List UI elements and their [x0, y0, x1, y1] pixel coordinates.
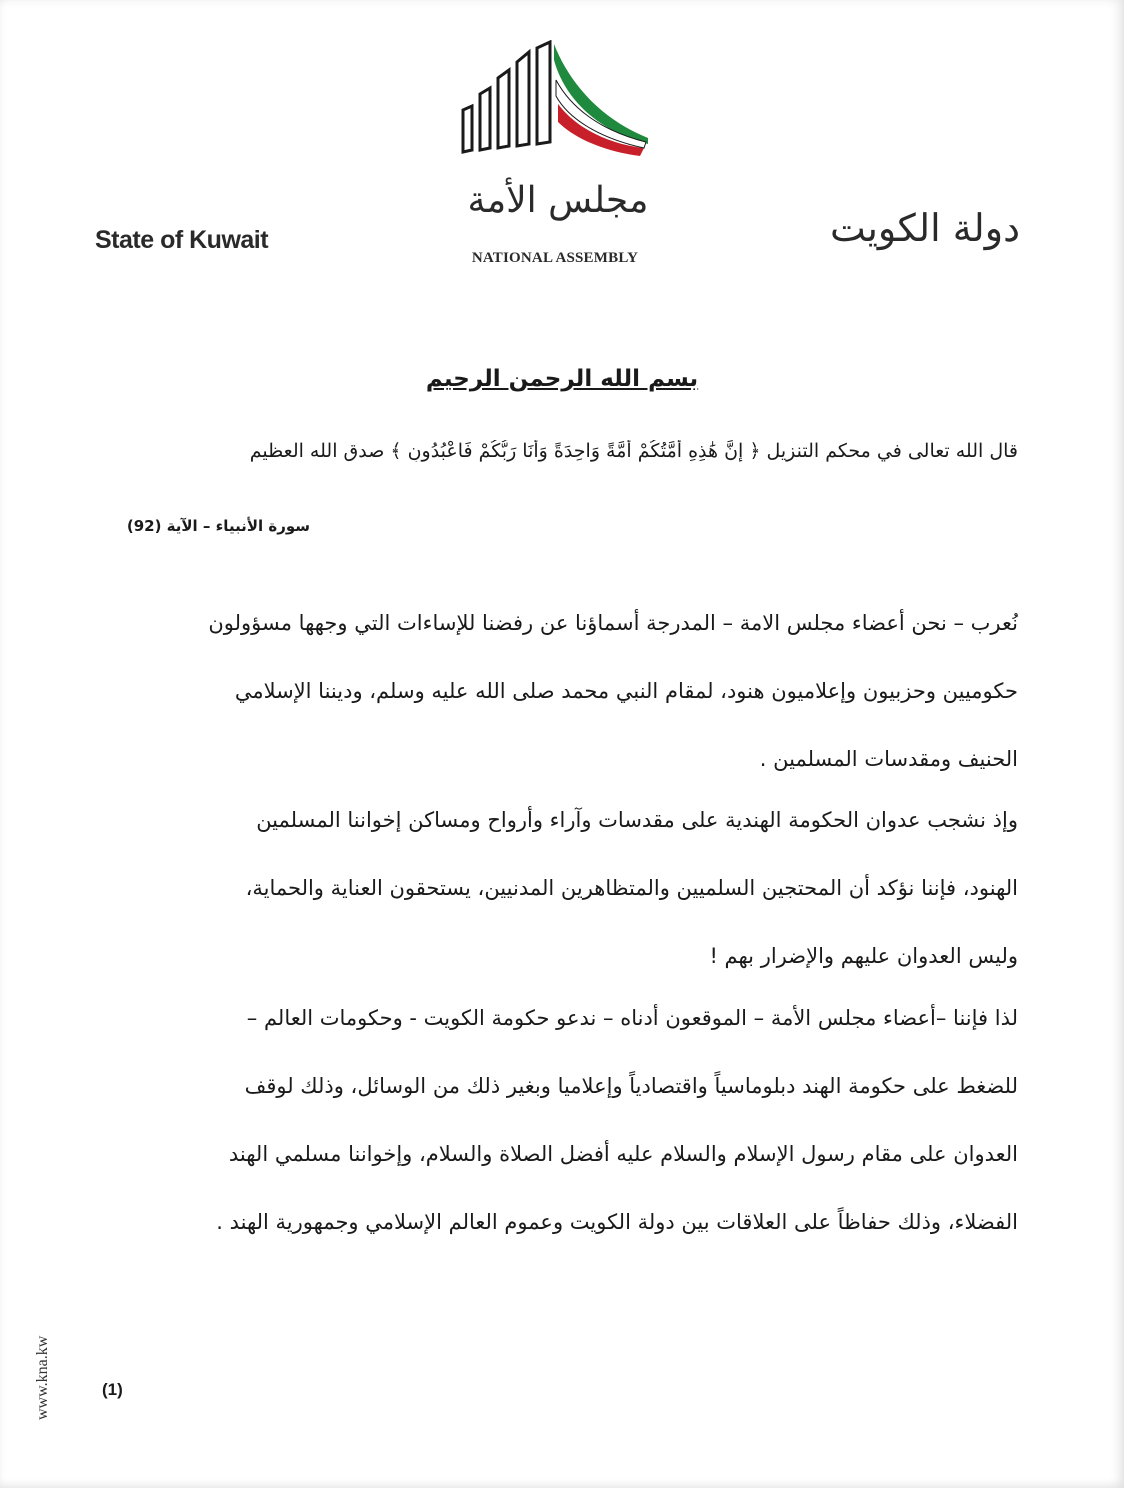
state-of-kuwait-label: State of Kuwait: [95, 226, 269, 254]
paragraph-line: الهنود، فإننا نؤكد أن المحتجين السلميين والمتظاهرين المدنيين، يستحقون العناية والحماية،: [245, 876, 1018, 900]
paragraph-line: وإذ نشجب عدوان الحكومة الهندية على مقدسات وآراء وأرواح ومساكن إخواننا المسلمين: [256, 808, 1018, 832]
website-url: www.kna.kw: [34, 1335, 51, 1420]
quran-verse: قال الله تعالى في محكم التنزيل ﴿ إِنَّ هَٰذِهِ أُمَّتُكُمْ أُمَّةً وَاحِدَةً وَأَنَا رَبُّكُمْ فَاعْبُدُونِ ﴾ صدق الله العظيم: [249, 440, 1018, 462]
paragraph-3: [110, 1003, 1018, 1275]
paragraph-line: للضغط على حكومة الهند دبلوماسياً واقتصادياً وإعلاميا وبغير ذلك من الوسائل، وذلك لوقف: [244, 1074, 1018, 1098]
paragraph-line: حكوميين وحزبيون وإعلاميون هنود، لمقام النبي محمد صلى الله عليه وسلم، وديننا الإسلامي: [234, 679, 1018, 703]
building-columns-icon: [463, 42, 550, 152]
logo-english-title: NATIONAL ASSEMBLY: [471, 250, 639, 266]
basmala-heading: بسم الله الرحمن الرحيم: [425, 366, 699, 392]
paragraph-2: [110, 805, 1018, 1009]
paragraph-line: لذا فإننا –أعضاء مجلس الأمة – الموقعون أدناه – ندعو حكومة الكويت - وحكومات العالم –: [246, 1006, 1018, 1030]
paragraph-line: نُعرب – نحن أعضاء مجلس الامة – المدرجة أسماؤنا عن رفضنا للإساءات التي وجهها مسؤولون: [208, 611, 1018, 635]
paragraph-line: العدوان على مقام رسول الإسلام والسلام عليه أفضل الصلاة والسلام، وإخواننا مسلمي الهند: [228, 1142, 1018, 1166]
paragraph-line: الفضلاء، وذلك حفاظاً على العلاقات بين دولة الكويت وعموم العالم الإسلامي وجمهورية الهند .: [216, 1210, 1018, 1234]
surah-reference: سورة الأنبياء – الآية (92): [126, 517, 310, 535]
national-assembly-logo: [458, 40, 658, 160]
state-of-kuwait-arabic-label: دولة الكويت: [830, 206, 1020, 250]
logo-arabic-title: مجلس الأمة: [467, 180, 649, 221]
paragraph-line: وليس العدوان عليهم والإضرار بهم !: [709, 944, 1018, 968]
paragraph-line: الحنيف ومقدسات المسلمين .: [759, 747, 1018, 771]
paragraph-1: [110, 608, 1018, 812]
page-number: (1): [102, 1380, 123, 1399]
